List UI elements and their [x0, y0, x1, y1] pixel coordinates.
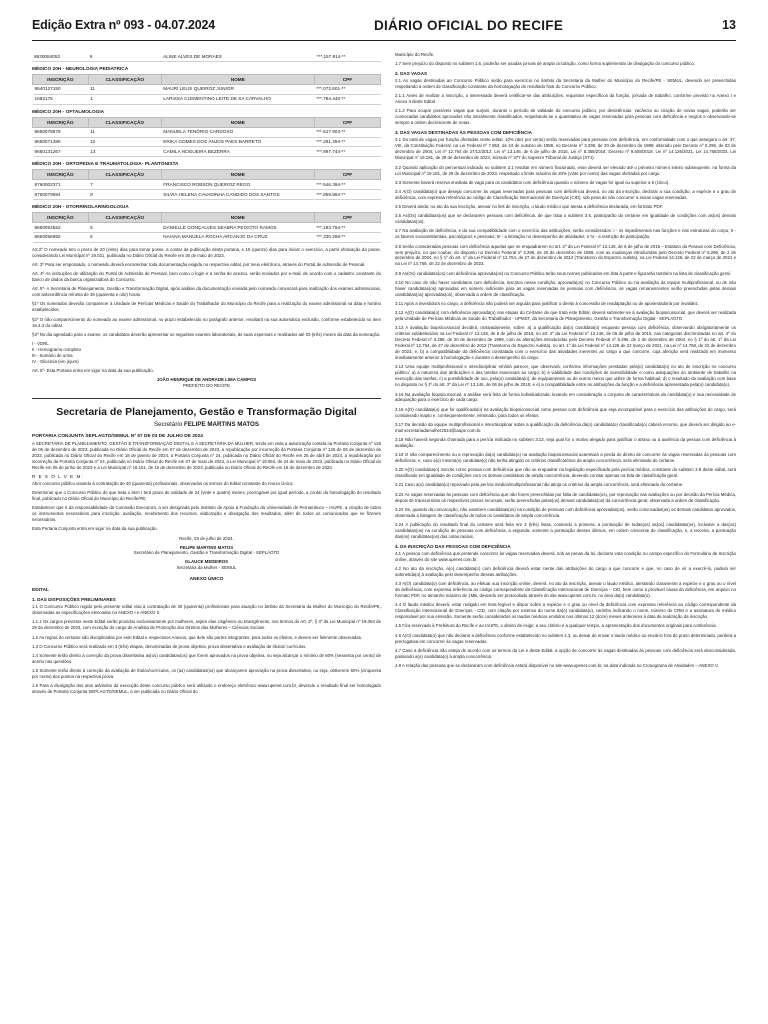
department-title: Secretaria de Planejamento, Gestão e Transformação Digital [56, 406, 357, 419]
table-cell: 8660054552 [33, 223, 89, 233]
table-header-row [33, 170, 381, 180]
item-3-23: 3.23 Se, quando da convocação, não existirem candidatas(os) na condição de pessoas com deficiência aprovadas(os), serão convocadas(os) os demais candidatos aprovados, observada a listagem de classificação de todos os candidatos de ampla concorrência. [395, 506, 736, 518]
signature-seplagtd [32, 545, 381, 557]
item-1-3: 1.3 O Concurso Público será realizado em 3 (três) etapas, denominadas de prova objetiva, prova dissertativa e avaliação de títulos/ currículos. [32, 643, 307, 649]
signature-name: JOÃO HENRIQUE DE ANDRADE LIMA CAMPOS [156, 377, 257, 383]
table-row [32, 52, 381, 61]
column-header: CLASSIFICAÇÃO [88, 170, 161, 180]
portaria-title: PORTARIA CONJUNTA SEPLAGTD/SEMUL Nº 57 DE 03 DE JULHO DE 2024 [32, 433, 203, 439]
table-cell: 12 [88, 137, 161, 147]
column-header: INSCRIÇÃO [33, 74, 89, 84]
item-4-6: 4.6 A(O) candidata(o) que não declarar a deficiência conforme estabelecido no subitem 4.3, ou deixar de enviar o laudo médico ou enviá-lo fora do prazo determinado, perderá a prerrogativa em concorrer às vagas reservadas. [395, 632, 736, 644]
table-header-row [33, 213, 381, 223]
table-cell: SILVIA HELENA CAVADINHA CANDIDO DOS SANTOS [161, 190, 314, 200]
table-otorrino [32, 212, 381, 243]
item-3-9: 3.9 As(Os) candidatas(os) com deficiência aprovada(os) no Concurso Público terão seus nomes publicados em lista à parte e figurarão também na lista de classificação geral. [395, 270, 731, 276]
table-cell: LARISSA CLEMENTINO LEITE DE SA CARVALHO [161, 94, 314, 104]
item-2-1-1: 2.1.1 Antes de realizar a inscrição, o interessado deverá certificar-se das atribuições, requisitos específicos da função, jornada de trabalho, conforme previsto no Anexo I e Anexo II deste Edital. [395, 93, 736, 105]
item-2-1-2: 2.1.2 Para ocupar possíveis vagas que surjam, durante o período de validade do concurso público, por desistências, vacância ou criação de novas vagas, poderão ser convocadas candidatos aprovados não inicialmente classificados, respeitando-se o quantitativo de vagas reservadas para pessoas com deficiência e negros e observando-se sempre a ordem decrescente de notas. [395, 108, 736, 126]
section-title-oftalmo: MÉDICO 20H - OFTALMOLOGIA [32, 109, 105, 115]
item-3-18: 3.18 Não haverá segunda chamada para a perícia indicada no subitem 3.12, seja qual for o motivo alegado para justificar o atraso ou a ausência da pessoa com deficiência à avaliação. [395, 436, 736, 448]
secretary-name: FELIPE MARTINS MATOS [183, 420, 259, 428]
table-cell: MAURI LELIS QUEIROZ JUNIOR [161, 84, 314, 94]
right-column [395, 52, 736, 1016]
table-cell: 6 [88, 52, 161, 61]
table-cell: 8660056992 [33, 232, 89, 242]
table-cell: ***.859.884-** [314, 190, 380, 200]
column-header: NOME [161, 170, 314, 180]
column-header: CPF [314, 213, 380, 223]
left-column [32, 52, 381, 1016]
article-4: Art. 4º As instruções de utilização do Portal de Admissão de Pessoal, bem como o login e a senha de acesso, serão enviados por e-mail, de acordo com o cadastro constante do banco de dados da banca organizadora do Concurso. [32, 271, 381, 283]
gazette-title: DIÁRIO OFICIAL DO RECIFE [373, 17, 564, 33]
table-row [33, 84, 381, 94]
edition-label: Edição Extra nº 093 - 04.07.2024 [32, 18, 215, 32]
item-1-5: 1.5 Somente terão direito à correção da avaliação de títulos/currículos, os (as) candidatas(os) que alcançarem aprovação na prova dissertativa, ou seja, obtiverem 50% (cinquenta por cento) dos pontos na respectiva prova. [32, 668, 381, 680]
item-4-7: 4.7 Caso a deficiência não esteja de acordo com os termos da Lei e deste Edital, a opção de concorrer às vagas destinadas às pessoas com deficiência será desconsiderada, passando a(o) candidata(o) à ampla concorrência. [395, 647, 736, 659]
top-table [32, 52, 381, 62]
table-row [33, 147, 381, 157]
secretary-label: Secretário [154, 420, 183, 428]
table-cell: ***.281.394-** [314, 137, 380, 147]
item-3-14: 3.14 Uma equipe multiprofissional e interdisciplinar emitirá parecer, que observará, conforme informações prestadas pela(o) candidata(o) no ato de inscrição no concurso público: a) a natureza das atribuições e das tarefas essenciais ao cargo; b) a viabilidade das condições de acessibilidade e como adequações do ambiente de trabalho na execução das tarefas; c) a possibilidade de uso, pela(o) candidata(o), de equipamentos ou de outros meios que utilize de forma habitual; d) o resultado da avaliação com base no disposto no § 1º do art. 2º da Lei nº 13.146, de 06 de julho de 2015; e e) a compatibilidade entre as atribuições da função e a deficiência apresentada pela(o) candidata(o). [395, 364, 736, 388]
article-5: Art. 5º- A Secretaria de Planejamento, Gestão e Transformação Digital, após análise da documentação enviada pelo nomeado convocará para realização dos exames admissionais, com antecedência mínima de 48 (quarenta e oito) horas. [32, 286, 381, 298]
table-row [33, 223, 381, 233]
table-cell: 13 [88, 147, 161, 157]
column-header: INSCRIÇÃO [33, 213, 89, 223]
item-4-1: 4.1 A pessoa com deficiência que pretende concorrer às vagas reservadas deverá, sob as penas da lei, declarar esta condição no campo específico do Formulário de Inscrição online, através do site www.upenet.com.br. [395, 550, 736, 562]
item-3-6: 3.6 As(Os) candidatas(os) que se declararem pessoas com deficiência, de que trata o subitem 3.5, participarão do certame em igualdade de condições com as(os) demais candidatas(os). [395, 213, 736, 225]
item-4-3: 4.3 A(O) candidata(o) com deficiência, ao efetuar sua inscrição online, deverá, no ato da inscrição, anexar o laudo médico, atestando claramente a espécie e o grau ou o nível da deficiência, com expressa referência ao código correspondente da Classificação Internacional de Doenças – CID, bem como a provável causa da deficiência, em arquivo no formato PDF, no tamanho máximo de 1MB, devendo ser protocolado através do site www.upenet.com.br, no área da(o) candidata(o). [395, 581, 736, 599]
resolve-heading: R E S O L V E M: [32, 473, 84, 479]
table-cell: DANIELLE GONÇALVES SEABRA PEIXOTO RAMOS [161, 223, 314, 233]
section-heading: 1. DAS DISPOSIÇÕES PRELIMINARES [32, 597, 116, 603]
table-cell: ***.617.904-** [314, 127, 380, 137]
table-row [33, 94, 381, 104]
paragraph-2: §2º O não comparecimento do nomeado ao exame admissional, no prazo estabelecido no parágrafo anterior, resultará na sua automática exclusão, conforme estabelecido no item 18.4.3 do edital. [32, 316, 381, 328]
item-3-19: 3.19 O não comparecimento ou a reprovação da(o) candidata(o) na avaliação biopsicossocial acarretará a perda do direito de concorrer às vagas reservadas às pessoas com deficiência; e, caso a(o) mesma(o) candidata(o) não tenha atingido os critérios classificatórios da ampla concorrência, será eliminado do certame. [395, 452, 736, 464]
item-3-24: 3.24 A publicação do resultado final do certame será feita em 3 (três) listas, contendo a primeira, a pontuação de todas(os) as(os) candidatas(os), inclusive a das(os) candidatas(os) na condição de pessoas com deficiência, a segunda, somente a pontuação desses últimos, em ordem crescente de classificação, e, a terceira, a pontuação das(os) candidatas(os) das cotas raciais. [395, 521, 736, 539]
item-3-15: 3.15 Na avaliação biopsicossocial, a análise será feita de forma individualizada, levando em consideração o conjunto de características da candidata(o) e sua necessidade de adequação para o exercício de cada cargo. [395, 391, 736, 403]
column-header: CLASSIFICAÇÃO [88, 213, 161, 223]
table-neuro [32, 74, 381, 105]
signature-role: Secretária da Mulher - SEMUL [176, 565, 237, 571]
column-header: CLASSIFICAÇÃO [88, 117, 161, 127]
table-row [33, 127, 381, 137]
item-3-8: 3.8 Serão consideradas pessoas com deficiência aquelas que se enquadrarem no art. 2º da Lei Federal nº 13.146, de 6 de julho de 2015 – Estatuto da Pessoa com Deficiência, sem prejuízo, no que couber, do disposto no Decreto Federal nº 3.298, de 20 de dezembro de 1999, com as mudanças introduzidas pelo Decreto Federal nº 5.296, de 2 de dezembro de 2004, no § 1º do art. 1º da Lei Federal nº 12.764, de 27 de dezembro de 2012 (Transtorno do Espectro Autista), na Lei Federal 14.126, de 22 de março de 2021 e na Lei nº 14.768, de 22 de dezembro de 2023. [395, 243, 736, 267]
column-header: INSCRIÇÃO [33, 170, 89, 180]
item-4-2: 4.2 No ato da inscrição, a(o) candidata(o) com deficiência deverá estar ciente das atribuições do cargo a que concorre e que, no caso de vir a exercê-lo, poderá ser submetida(o) à avaliação pelo desempenho dessas atribuições. [395, 566, 736, 578]
table-cell: FRANCISCO ROBSON QUEIROZ REGO [161, 180, 314, 190]
item-3-7: 3.7 Na avaliação de deficiência, e da sua compatibilidade com o exercício das atribuições, serão considerados: I - os impedimentos nas funções e nas estruturas do corpo; II - os fatores socioambientais, psicológicos e pessoais; III - a limitação no desempenho de atividades; e IV - a restrição de participação. [395, 228, 736, 240]
item-1-4: 1.4 Somente terão direito à correção da prova dissertativa as(os) candidatas(os) que forem aprovados na prova objetiva, ou seja alcançar o mínimo de 60% (sessenta por cento) de acerto nas questões. [32, 652, 381, 664]
exam-item: II - Hemograma completo [32, 346, 82, 352]
table-cell: ERIKA GOMES DOS ANJOS PAES BARRETO [161, 137, 314, 147]
table-cell: 8630084052 [32, 52, 88, 61]
column-header: CLASSIFICAÇÃO [88, 74, 161, 84]
item-3-22: 3.22 As vagas reservadas às pessoas com deficiência que não forem preenchidas por falta de candidatas(os), por reprovação nas avaliações ou por decisão da Perícia Médica, depois de transcorridos os respectivos prazos recursais, serão preenchidas pelas(os) demais candidatas(os) da concorrência geral, observada a ordem de classificação. [395, 491, 736, 503]
item-3-21: 3.21 Caso a(o) candidata(o) reprovado pela perícia médica/multiprofissional não atinja os critérios da ampla concorrência, será eliminado do certame. [395, 482, 684, 488]
table-cell: 8640127150 [33, 84, 89, 94]
article-2: Art.2º O nomeado tem o prazo de 20 (vinte) dias para tomar posse, a contar da publicação desta portaria, e 15 (quinze) dias para iniciar o exercício, a partir efetivação da posse, considerando Lei Municipal nº 19.021, publicada no Diário Oficial do Recife em 30 de maio de 2023. [32, 246, 381, 258]
table-cell: 8 [88, 190, 161, 200]
paragraph-3: §3º No dia agendado para o exame, os candidatos deverão apresentar os seguintes exames laboratoriais, às suas expensas e realizados até 03 (três) meses da data da nomeação: [32, 331, 381, 337]
table-cell: ***.157.914-** [315, 52, 381, 61]
exam-list [32, 341, 381, 365]
table-cell: ALINE ALVES DE MORAES [161, 52, 315, 61]
item-3-20: 3.20 A(O) candidata(o) inscrito como pessoa com deficiência que não se enquadrar na legislação especificada pela perícia médica, constante do subitem 3.8 deste edital, será classificado em igualdade de condições com os demais candidatos de ampla concorrência, devendo constar apenas na lista de classificação geral. [395, 467, 736, 479]
item-1-1-1: 1.1.1 Os cargos previstos neste Edital serão providos exclusivamente por mulheres, sejam elas cisgênero ou transgêneras, nos termos do Art. 2º, § 3º da Lei Municipal nº 19.064 de 29 de dezembro de 2023, com exceção do cargo de Analista de Promoção dos Direitos das Mulheres – Ciências Sociais. [32, 619, 381, 631]
table-cell: 8760002371 [33, 180, 89, 190]
signature-semul [32, 559, 381, 571]
table-cell: 8650071386 [33, 137, 89, 147]
signature-name: GLAUCE MEDEIROS [184, 559, 229, 565]
table-row [33, 190, 381, 200]
signature-role: Secretário de Planejamento, Gestão e Transformação Digital - SEPLAGTD [133, 550, 280, 556]
item-1-6: 1.6 Para a divulgação dos atos advindos da execução deste concurso público será utilizado o endereço eletrônico www.upenet.com.br, devendo o resultado final ser homologado através de Portaria Conjunta SEPLAGTD/SEMUL, a ser publicada no Diário Oficial do [32, 683, 381, 695]
article-6: Art. 6º- Esta Portaria entra em vigor na data da sua publicação. [32, 368, 154, 374]
edital-title: EDITAL [32, 588, 49, 594]
table-cell: 8650131267 [33, 147, 89, 157]
table-header-row [33, 74, 381, 84]
section-title-otorrino: MÉDICO 20H - OTORRINOLARINGOLOGIA [32, 205, 129, 210]
table-cell: 1682175 [33, 94, 89, 104]
table-cell: MANUELA TENÓRIO CARDOSO [161, 127, 314, 137]
table-cell: ***.330.285-** [314, 232, 380, 242]
item-1-1: 1.1 O Concurso Público regido pelo presente edital visa à contratação de 40 (quarenta) profissionais para atuação no âmbito da Secretaria da Mulher do Município do Recife/PE, observadas as especificações elencadas no ANEXO I e ANEXO II. [32, 604, 381, 616]
signature-role: PREFEITO DO RECIFE [182, 383, 230, 389]
item-4-5: 4.5 Fica reservado à Prefeitura do Recife e ao IAUPE, o direito de exigir, a seu critério e a qualquer tempo, a apresentação dos documentos originais para conferência. [395, 623, 717, 629]
table-cell: CAMILA NOGUEIRA BEZERRA [161, 147, 314, 157]
resolve-item: Abrir concurso público visando à contratação de 40 (quarenta) profissionais, observados os termos do Edital constante do Anexo Único; [32, 480, 294, 486]
table-cell: 7 [88, 180, 161, 190]
portaria-body: A SECRETÁRIA DE PLANEJAMENTO, GESTÃO E TRANSFORMAÇÃO DIGITAL E A SECRETÁRIA DA MULHER, tendo em vista a autorização contida na Portaria Conjunta nº 126 de 06 de dezembro de 2023, publicada no Diário Oficial do Recife em 07 de dezembro de 2023, a republicação por incorreção da Portaria Conjunta nº 126 de 06 de dezembro de 2023, publicada no Diário Oficial do Recife em 18 de janeiro de 2024, a Portaria Conjunta nº 24, publicada no Diário Oficial do Recife em 25 de abril de 2024, a republicação por incorreção da Portaria Conjunta nº 24, publicada no Diário Oficial do Recife em 07 de maio de 2024, a Lei Municipal nº 19.054, de 24 de maio de 2023, publicada no Diário Oficial do Recife em 05 de junho de 2023 e a Lei Municipal nº 19.151, de 15 de dezembro de 2023, publicada no Diário Oficial do Recife em 18 de dezembro de 2023. [32, 440, 381, 470]
page-header [32, 10, 736, 41]
table-cell: 11 [88, 84, 161, 94]
table-cell: ***.784.440-** [314, 94, 380, 104]
column-header: CPF [314, 74, 380, 84]
article-3: Art. 3º Para ser empossado, o nomeado deverá encaminhar toda documentação exigida no respectivo edital, por meio eletrônico, através do Portal de Admissão de Pessoal. [32, 261, 366, 267]
exam-item: I - VDRL [32, 340, 49, 346]
table-header-row [33, 117, 381, 127]
table-oftalmo [32, 117, 381, 158]
column-header: NOME [161, 74, 314, 84]
section-heading: 3. DAS VAGAS DESTINADAS ÀS PESSOAS COM DEFICIÊNCIA [395, 130, 532, 136]
signature-name: FELIPE MARTINS MATOS [179, 544, 234, 550]
column-header: NOME [161, 117, 314, 127]
resolve-item: Determinar que o Concurso Público de que trata o item I terá prazo de validade de 24 (vinte e quatro) meses, prorrogável por igual período, a contar da homologação do resultado final, publicado no Diário Oficial do Município do Recife/PE; [32, 490, 381, 502]
item-3-3: 3.3 Somente haverá reserva imediata de vaga para os candidatos com deficiência quando o número de vagas for igual ou superior a 5 (cinco). [395, 179, 670, 185]
table-cell: 11 [88, 127, 161, 137]
item-3-17: 3.17 Da decisão da equipe multiprofissional e interdisciplinar sobre a qualificação da deficiência da(o) candidata(o) classificada(o) caberá recurso, que deverá ser dirigido ao e-mail secretariadamulher2024@iaupe.com.br. [395, 421, 736, 433]
resolve-item: Esta Portaria Conjunta entra em vigor na data da sua publicação. [32, 526, 158, 532]
item-2-1: 2.1 As vagas destinadas ao Concurso Público serão para exercício no âmbito da Secretaria da Mulher do Município do Recife/PE - SEMUL, devendo ser preenchidas respeitando a ordem de classificação constante da homologação do resultado final do Concurso Público. [395, 78, 736, 90]
item-3-13: 3.13 A avaliação biopsicossocial decidirá, motivadamente, sobre: a) a qualificação da(o) candidata(o) enquanto pessoa com deficiência, observando obrigatoriamente os critérios estabelecidos na Lei Federal nº 13.146, de 6 de julho de 2015, no art. 2º da Lei Federal nº 13.146, de 06 de julho de 2015, nas categorias discriminadas no art. 4º do Decreto Federal nº 3.298, de 20 de dezembro de 1999, com as alterações introduzidas pelo Decreto Federal nº 5.296, de 2 de dezembro de 2004, no § 1º do art. 1º da Lei Federal nº 12.764, de 27 de dezembro de 2012 (Transtorno do Espectro Autista), no art. 1º da Lei Federal nº 14.126 de 22 março de 2021, na Lei nº 14.768, de 22 de dezembro de 2023, e, b) a compatibilidade da deficiência constatada com o exercício das atividades inerentes ao cargo a que concorre, cuja aferição será realizada em momento imediatamente anterior à homologação e durante o desempenho do cargo. [395, 325, 736, 361]
annex-title: ANEXO ÚNICO [189, 577, 224, 583]
item-3-11: 3.11 Após a investidura no cargo, a deficiência não poderá ser arguida para justificar o direito à concessão de readaptação ou de aposentadoria por invalidez. [395, 300, 699, 306]
department-banner [32, 398, 381, 428]
signature-mayor [32, 377, 381, 389]
section-title-neuro: MÉDICO 20H - NEUROLOGIA PEDIATRICA [32, 66, 129, 72]
column-header: NOME [161, 213, 314, 223]
department-secretary [32, 421, 381, 428]
page-number: 13 [722, 18, 736, 32]
section-heading: 4. DA INSCRIÇÃO DAS PESSOAS COM DEFICIÊNCIA [395, 543, 511, 549]
item-1-2: 1.2 As regras do certame são disciplinadas por este Edital e respectivos Anexos, que dele são partes integrantes, para todos os efeitos, e devem ser fielmente observadas. [32, 634, 363, 640]
column-header: CPF [314, 170, 380, 180]
item-3-4: 3.4 A(O) candidata(o) que desejar concorrer às vagas reservadas para pessoas com deficiência deverá, no ato da inscrição, declarar a sua condição, a espécie e o grau de deficiência, com expressa referência ao código de Classificação Internacional de Doenças (CID), sob pena de não concorrer a essas vagas reservadas. [395, 188, 736, 200]
table-row [33, 137, 381, 147]
table-cell: 1 [88, 94, 161, 104]
table-cell: 6 [88, 232, 161, 242]
table-cell: ***.546.394-** [314, 180, 380, 190]
paragraph-1: §1º Os nomeados deverão comparecer à Unidade de Perícias Médicas e Saúde do Trabalhador do Município do Recife para a realização do exame admissional na data e horário estabelecidos. [32, 301, 381, 313]
section-title-ortopedia: MÉDICO 20H - ORTOPEDIA E TRAUMATOLOGIA- PLANTONISTA [32, 162, 179, 168]
column-header: CPF [314, 117, 380, 127]
continuation: Município do Recife. [395, 52, 435, 57]
place-date: Recife, 03 de julho de 2024. [179, 535, 234, 541]
table-cell: ***.072.601-** [314, 84, 380, 94]
item-3-5: 3.5 Deverá ainda, no ato da sua inscrição, anexar no link de inscrição, o laudo médico que atesta a deficiência declarada, em formato PDF. [395, 204, 664, 210]
table-cell: NAIANA MANUELA ROCHA ARCANJO DA CRUZ [161, 232, 314, 242]
item-3-12: 3.12 A(O) candidata(o) com deficiência aprovada(o) nas etapas do Certame de que trata este Edital, deverá submeter-se à avaliação biopsicossocial, que deverá ser realizada pela Unidade de Perícias Médicas de Saúde do Trabalhador - UPMST, da Secretaria de Planejamento, Gestão e Transformação Digital - SEPLAGTD. [395, 310, 736, 322]
item-4-4: 4.4 O laudo médico deverá, estar redigido em letra legível e dispor sobre a espécie e o grau ou nível da deficiência com expressa referência ao código correspondente da Classificação Internacional de Doenças - CID, com citação por extenso do nome da(o) candidata(o), carimbo indicando o nome, número do CRM e a assinatura do médico responsável por sua emissão. Somente serão considerados os laudos médicos emitidos nos últimos 12 (doze) meses anteriores à data da realização da inscrição. [395, 602, 736, 620]
exam-item: III - Sumário de urina [32, 353, 73, 359]
table-row [33, 232, 381, 242]
column-header: INSCRIÇÃO [33, 117, 89, 127]
table-cell: 8760079994 [33, 190, 89, 200]
item-3-10: 3.10 No caso de não haver candidatos com deficiência, inscritos nesse condição, aprovada(os) no Concurso Público ou na avaliação da equipe multiprofissional, ou de não haver candidatas(os) aprovadas em número suficiente para as vagas reservadas às pessoas com deficiência, as vagas remanescentes serão preenchidas pelas demais candidatas(os) aprovadas(os), observada a ordem de classificação. [395, 279, 736, 297]
exam-item: IV - Glicemia (em jejum) [32, 359, 79, 365]
item-3-1: 3.1 Do total de vagas por função ofertadas neste edital, 10% (dez por cento) serão reservadas para pessoas com deficiência, em conformidade com o que assegura o art. 37, VIII, da Constituição Federal, na Lei Federal nº 7.853, de 24 de outubro de 1989, no Decreto nº 3.298, de 20 de dezembro de 1999, alterado pelo Decreto nº 5.296, de 02 de dezembro de 2004, Lei nº 12.764 de 27/12/2012, Lei nº 13.146, de 6 de julho de 2015, Lei nº 8.368/2018, Decreto nº 9.508/2018, Lei nº 14.126/2021, Lei 14.768/2023, Lei Municipal nº 19.181, de 29 de dezembro de 2023, Súmula nº 377 do Superior Tribunal de Justiça (STJ). [395, 137, 736, 161]
resolve-item: Estabelecer que é da responsabilidade da Comissão Executora, a ser designada pelo Instituto de Apoio à Fundação da Universidade de Pernambuco – IAUPE, a criação de todos os instrumentos necessários para inscrição, avaliação, recebimento dos recursos, elaboração e divulgação dos resultados, além de todos os comunicados que se fizerem necessários. [32, 505, 381, 523]
item-3-2: 3.2 Quando aplicação do percentual indicado no subitem 3.1 resultar em número fracionado, esse deverá ser elevado até o primeiro número inteiro subsequente, na forma da Lei Municipal nº 19.181, de 29 de dezembro de 2023, respeitado o limite máximo de 20% (vinte por cento) das vagas ofertadas por cargo. [395, 164, 736, 176]
table-ortopedia [32, 169, 381, 200]
table-cell: 5 [88, 223, 161, 233]
table-cell: ***.183.764-** [314, 223, 380, 233]
table-cell: 8650078678 [33, 127, 89, 137]
item-1-7: 1.7 Sem prejuízo do disposto no subitem 1.6, poderão ser usadas jornais de ampla circulação, como forma suplementar de divulgação do concurso público. [395, 61, 696, 67]
section-heading: 2. DAS VAGAS [395, 71, 428, 77]
item-4-8: 4.8 A relação das pessoas que se declararam com deficiência estará disponível no site www.upenet.com.br, na data indicada no Cronograma de Atividades – ANEXO V. [395, 662, 719, 668]
table-cell: ***.997.744-** [314, 147, 380, 157]
item-3-16: 3.16 A(O) candidata(o) que for qualificada(o) na avaliação biopsicossocial como pessoa com deficiência que seja incompatível para o exercício das atribuições do cargo, será considerado inapto e, consequentemente, eliminado, para todos os efeitos. [395, 406, 736, 418]
table-row [33, 180, 381, 190]
